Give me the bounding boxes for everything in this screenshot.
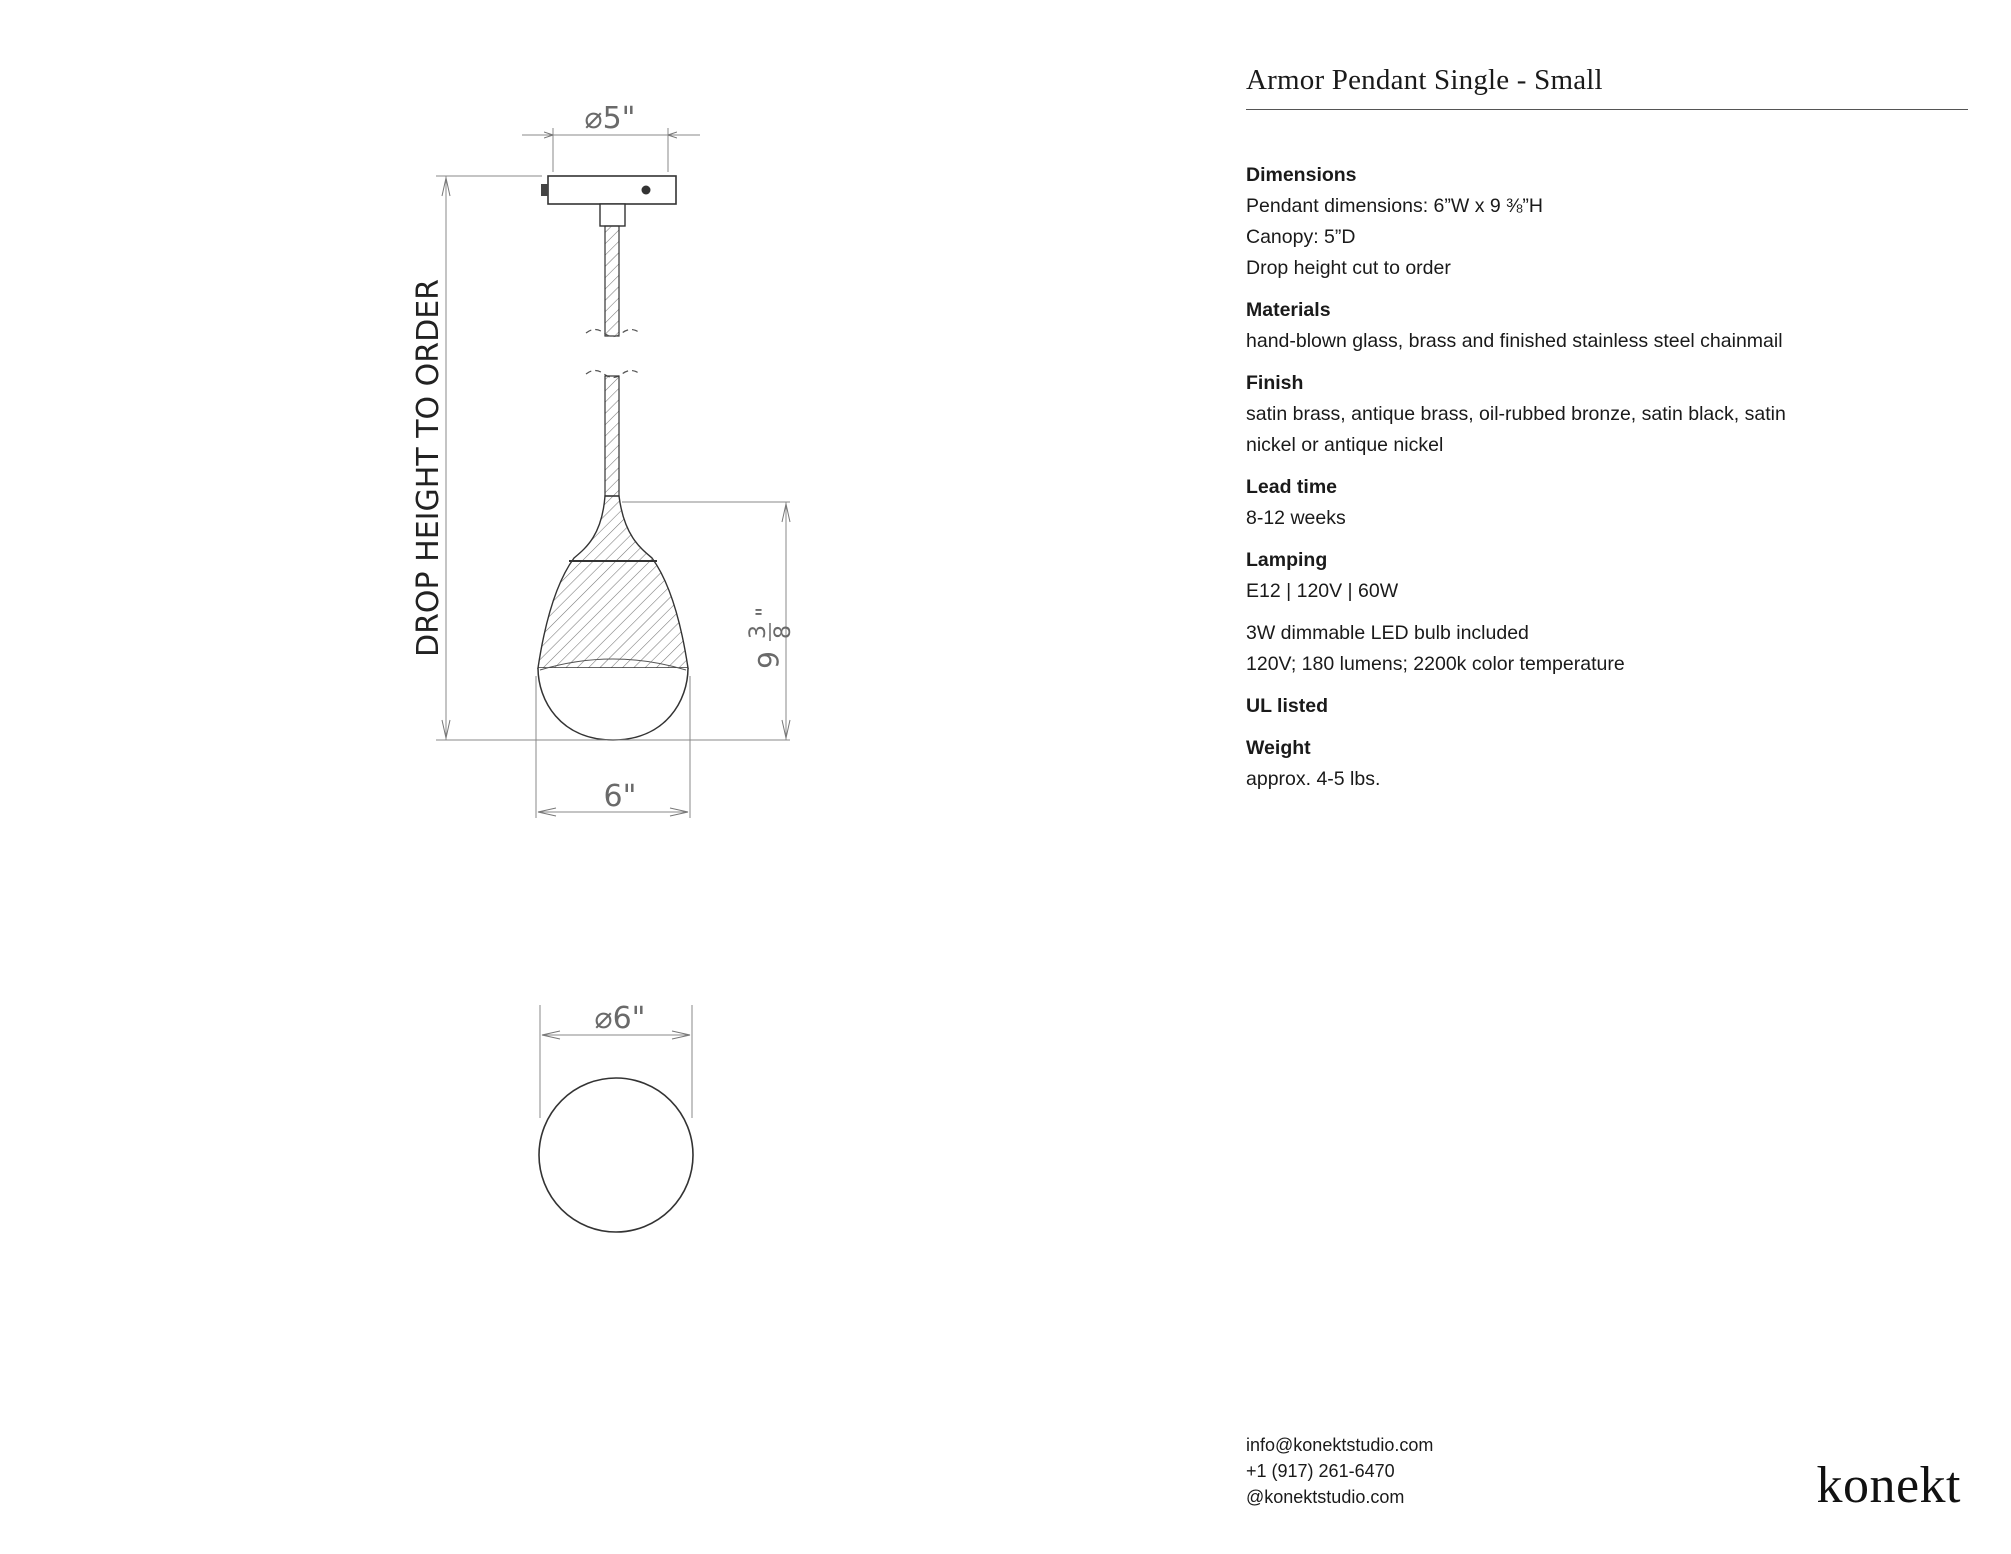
canopy-diameter-label: ⌀5" [584,101,636,136]
canopy-diameter-dimension [522,101,700,172]
spec-heading: Lamping [1246,549,1328,571]
spec-line: 3W dimmable LED bulb included [1246,622,1529,644]
contact-phone[interactable]: +1 (917) 261-6470 [1246,1461,1395,1481]
spec-sheet [1246,64,1968,806]
drop-height-label: DROP HEIGHT TO ORDER [411,278,446,658]
spec-section [1246,368,1968,461]
spec-line: satin brass, antique brass, oil-rubbed bronze, satin black, satin [1246,403,1786,425]
spec-section [1246,472,1968,534]
suspension-rod [586,226,640,496]
contact-email[interactable]: info@konektstudio.com [1246,1435,1434,1455]
spec-line: E12 | 120V | 60W [1246,580,1399,602]
contact-info [1246,1432,1433,1510]
spec-line: hand-blown glass, brass and finished stainless steel chainmail [1246,330,1783,352]
spec-section [1246,618,1968,680]
spec-line: 8-12 weeks [1246,507,1346,529]
spec-section [1246,691,1968,722]
spec-heading: Materials [1246,299,1331,321]
spec-heading: Lead time [1246,476,1338,498]
svg-text:": " [753,606,778,617]
pendant-shade [538,496,688,740]
spec-section [1246,733,1968,795]
plan-diameter-label: ⌀6" [594,1001,646,1036]
pendant-height-label [746,607,796,669]
spec-section [1246,160,1968,284]
spec-heading: Weight [1246,737,1311,759]
canopy [541,176,676,226]
spec-line: Drop height cut to order [1246,257,1451,279]
product-title: Armor Pendant Single - Small [1246,64,1968,110]
spec-heading: UL listed [1246,695,1328,717]
spec-line: approx. 4-5 lbs. [1246,768,1381,790]
spec-heading: Dimensions [1246,164,1357,186]
svg-text:9: 9 [752,651,785,669]
spec-line: Pendant dimensions: 6”W x 9 ⅜”H [1246,195,1543,217]
contact-website[interactable]: @konektstudio.com [1246,1487,1405,1507]
spec-section [1246,295,1968,357]
spec-line: 120V; 180 lumens; 2200k color temperature [1246,653,1625,675]
brand-logo: konekt [1816,1457,1961,1514]
plan-view [539,1001,693,1232]
width-label: 6" [603,779,637,814]
svg-text:3: 3 [746,625,771,639]
spec-heading: Finish [1246,372,1304,394]
spec-line: nickel or antique nickel [1246,434,1444,456]
plan-circle [539,1078,693,1232]
svg-text:8: 8 [771,625,796,639]
specs-list [1246,160,1968,795]
spec-line: Canopy: 5”D [1246,226,1356,248]
spec-section [1246,545,1968,607]
